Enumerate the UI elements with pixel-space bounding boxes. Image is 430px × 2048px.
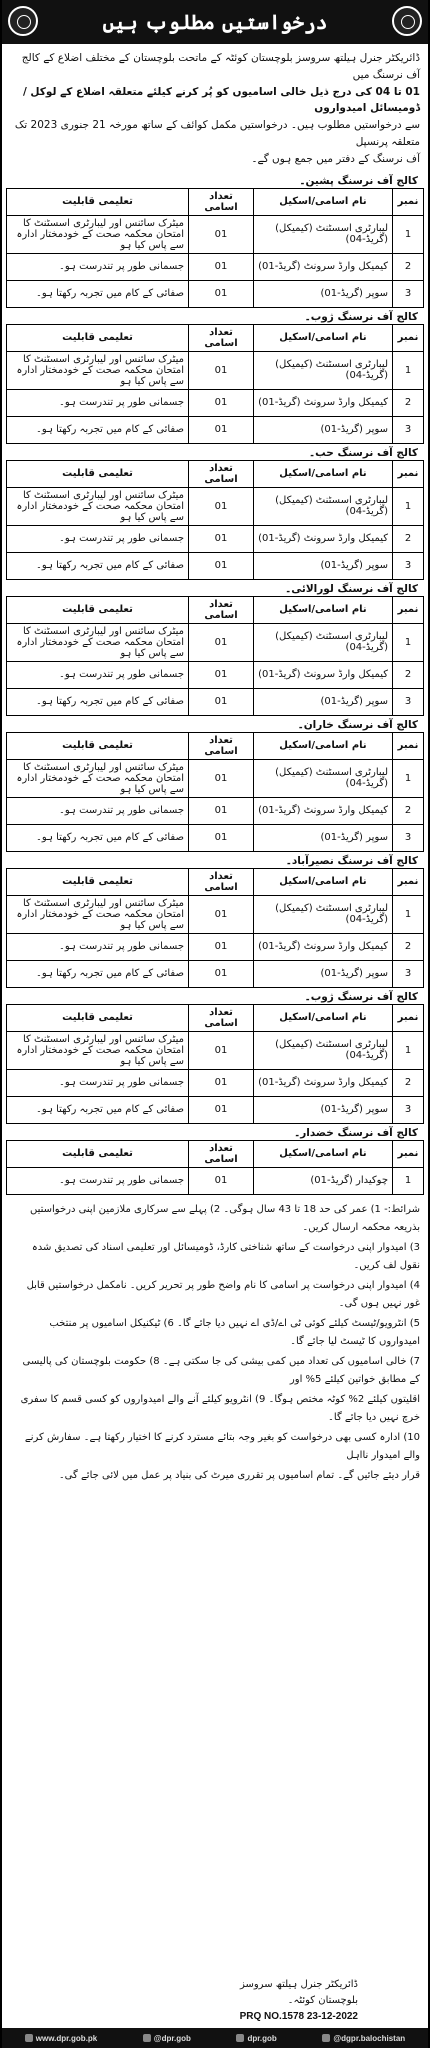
- cell-count: 01: [189, 623, 254, 661]
- cell-post: سوپر (گریڈ-01): [254, 1096, 393, 1123]
- cell-count: 01: [189, 351, 254, 389]
- terms-line: اقلیتوں کیلئے 2% کوٹہ مختص ہوگا۔ 9) انٹرویو کیلئے آنے والے امیدواروں کو کسی قسم کا سفری خرچ نہیں دیا جائے گا۔: [20, 1393, 420, 1424]
- table-row: [7, 1031, 424, 1069]
- header-post: نام اسامی/اسکیل: [254, 596, 393, 623]
- cell-post: سوپر (گریڈ-01): [254, 552, 393, 579]
- cell-post: لیبارٹری اسسٹنٹ (کیمیکل) (گریڈ-04): [254, 1031, 393, 1069]
- header-qual: تعلیمی قابلیت: [7, 1140, 189, 1167]
- cell-no: 2: [393, 525, 424, 552]
- cell-qual: صفائی کے کام میں تجربہ رکھتا ہو۔: [7, 416, 189, 443]
- cell-post: کیمیکل وارڈ سرونٹ (گریڈ-01): [254, 389, 393, 416]
- table-row: [7, 623, 424, 661]
- signature-location: بلوچستان کوئٹہ۔: [287, 1995, 358, 2006]
- cell-post: کیمیکل وارڈ سرونٹ (گریڈ-01): [254, 525, 393, 552]
- college-section: [2, 172, 428, 308]
- table-row: [7, 351, 424, 389]
- table-row: [7, 933, 424, 960]
- footer: [2, 1977, 428, 2048]
- table-row: [7, 1069, 424, 1096]
- cell-qual: صفائی کے کام میں تجربہ رکھتا ہو۔: [7, 824, 189, 851]
- terms-line: 5) انٹرویو/ٹیسٹ کیلئے کوئی ٹی اے/ڈی اے نہیں دیا جائے گا۔ 6) ٹیکنیکل اسامیوں پر منتخب امیدواروں کا ٹیسٹ لیا جائے گا۔: [49, 1317, 420, 1348]
- header-qual: تعلیمی قابلیت: [7, 732, 189, 759]
- cell-post: سوپر (گریڈ-01): [254, 688, 393, 715]
- cell-qual: جسمانی طور پر تندرست ہو۔: [7, 661, 189, 688]
- posts-table: [6, 1004, 424, 1124]
- cell-post: کیمیکل وارڈ سرونٹ (گریڈ-01): [254, 661, 393, 688]
- header-qual: تعلیمی قابلیت: [7, 1004, 189, 1031]
- cell-no: 3: [393, 960, 424, 987]
- posts-table: [6, 732, 424, 852]
- cell-post: لیبارٹری اسسٹنٹ (کیمیکل) (گریڈ-04): [254, 623, 393, 661]
- table-row: [7, 960, 424, 987]
- table-row: [7, 215, 424, 253]
- posts-table: [6, 596, 424, 716]
- college-section: [2, 444, 428, 580]
- cell-post: لیبارٹری اسسٹنٹ (کیمیکل) (گریڈ-04): [254, 895, 393, 933]
- cell-qual: میٹرک سائنس اور لیبارٹری اسسٹنٹ کا امتحان محکمہ صحت کے خودمختار ادارہ سے پاس کیا ہو: [7, 759, 189, 797]
- college-name: کالج آف نرسنگ پشین۔: [299, 174, 418, 187]
- header-no: نمبر: [393, 868, 424, 895]
- cell-qual: جسمانی طور پر تندرست ہو۔: [7, 1167, 189, 1194]
- social-handle-link[interactable]: [322, 2034, 405, 2043]
- cell-no: 1: [393, 487, 424, 525]
- table-header-row: [7, 460, 424, 487]
- cell-post: سوپر (گریڈ-01): [254, 416, 393, 443]
- cell-post: سوپر (گریڈ-01): [254, 280, 393, 307]
- cell-count: 01: [189, 389, 254, 416]
- table-row: [7, 253, 424, 280]
- cell-no: 3: [393, 824, 424, 851]
- cell-count: 01: [189, 215, 254, 253]
- cell-qual: صفائی کے کام میں تجربہ رکھتا ہو۔: [7, 960, 189, 987]
- cell-qual: میٹرک سائنس اور لیبارٹری اسسٹنٹ کا امتحان محکمہ صحت کے خودمختار ادارہ سے پاس کیا ہو: [7, 215, 189, 253]
- table-row: [7, 389, 424, 416]
- cell-count: 01: [189, 661, 254, 688]
- table-header-row: [7, 1140, 424, 1167]
- facebook-text: dpr.gob: [247, 2033, 277, 2043]
- college-name: کالج آف نرسنگ خضدار۔: [294, 1126, 418, 1139]
- intro-line: آف نرسنگ کے دفتر میں جمع ہوں گے۔: [251, 152, 420, 165]
- terms-section: [2, 1195, 428, 1493]
- cell-no: 3: [393, 552, 424, 579]
- cell-post: لیبارٹری اسسٹنٹ (کیمیکل) (گریڈ-04): [254, 351, 393, 389]
- page-title: درخواستیں مطلوب ہیں: [102, 10, 328, 34]
- cell-count: 01: [189, 688, 254, 715]
- header-post: نام اسامی/اسکیل: [254, 188, 393, 215]
- cell-no: 2: [393, 797, 424, 824]
- table-row: [7, 824, 424, 851]
- college-name: کالج آف نرسنگ ژوب۔: [304, 310, 418, 323]
- table-row: [7, 688, 424, 715]
- signature-block: [2, 1977, 428, 2009]
- cell-qual: میٹرک سائنس اور لیبارٹری اسسٹنٹ کا امتحان محکمہ صحت کے خودمختار ادارہ سے پاس کیا ہو: [7, 1031, 189, 1069]
- table-row: [7, 525, 424, 552]
- cell-count: 01: [189, 487, 254, 525]
- government-emblem-icon: [8, 6, 38, 36]
- header-qual: تعلیمی قابلیت: [7, 324, 189, 351]
- table-header-row: [7, 596, 424, 623]
- cell-qual: جسمانی طور پر تندرست ہو۔: [7, 253, 189, 280]
- cell-no: 2: [393, 661, 424, 688]
- table-row: [7, 552, 424, 579]
- cell-no: 1: [393, 215, 424, 253]
- handle-text: @dgpr.balochistan: [333, 2033, 406, 2043]
- header-qual: تعلیمی قابلیت: [7, 460, 189, 487]
- posts-table: [6, 868, 424, 988]
- header-no: نمبر: [393, 1140, 424, 1167]
- header-no: نمبر: [393, 324, 424, 351]
- balochistan-logo-icon: [392, 6, 422, 36]
- cell-count: 01: [189, 253, 254, 280]
- table-row: [7, 759, 424, 797]
- table-row: [7, 797, 424, 824]
- cell-no: 2: [393, 389, 424, 416]
- cell-post: سوپر (گریڈ-01): [254, 960, 393, 987]
- posts-table: [6, 324, 424, 444]
- cell-no: 3: [393, 416, 424, 443]
- prq-number: PRQ NO.1578 23-12-2022: [239, 2011, 358, 2022]
- cell-no: 1: [393, 759, 424, 797]
- terms-line: 7) خالی اسامیوں کی تعداد میں کمی بیشی کی جا سکتی ہے۔ 8) حکومت بلوچستان کی پالیسی کے مطابق خواتین کیلئے 5% اور: [22, 1355, 420, 1386]
- cell-count: 01: [189, 416, 254, 443]
- cell-qual: صفائی کے کام میں تجربہ رکھتا ہو۔: [7, 280, 189, 307]
- header-qual: تعلیمی قابلیت: [7, 188, 189, 215]
- header-post: نام اسامی/اسکیل: [254, 1004, 393, 1031]
- terms-line: شرائط:- 1) عمر کی حد 18 تا 43 سال ہوگی۔ 2) پہلے سے سرکاری ملازمین اپنی درخواستیں بذریعہ محکمہ ارسال کریں۔: [29, 1203, 420, 1234]
- cell-no: 2: [393, 933, 424, 960]
- cell-count: 01: [189, 824, 254, 851]
- cell-post: لیبارٹری اسسٹنٹ (کیمیکل) (گریڈ-04): [254, 215, 393, 253]
- cell-count: 01: [189, 1031, 254, 1069]
- terms-line: 3) امیدوار اپنی درخواست کے ساتھ شناختی کارڈ، ڈومیسائل اور تعلیمی اسناد کی تصدیق شدہ نقول لف کریں۔: [31, 1241, 420, 1272]
- website-text: www.dpr.gob.pk: [35, 2033, 98, 2043]
- header-no: نمبر: [393, 188, 424, 215]
- cell-no: 1: [393, 351, 424, 389]
- terms-line: 4) امیدوار اپنی درخواست پر اسامی کا نام واضح طور پر تحریر کریں۔ نامکمل درخواستیں قابل غور نہیں ہوں گی۔: [26, 1279, 420, 1310]
- college-section: [2, 988, 428, 1124]
- cell-post: کیمیکل وارڈ سرونٹ (گریڈ-01): [254, 1069, 393, 1096]
- college-name: کالج آف نرسنگ حب۔: [309, 446, 418, 459]
- cell-no: 2: [393, 253, 424, 280]
- cell-qual: میٹرک سائنس اور لیبارٹری اسسٹنٹ کا امتحان محکمہ صحت کے خودمختار ادارہ سے پاس کیا ہو: [7, 895, 189, 933]
- header-count: تعداد اسامی: [189, 1140, 254, 1167]
- college-name: کالج آف نرسنگ لورالائی۔: [285, 582, 418, 595]
- header-post: نام اسامی/اسکیل: [254, 324, 393, 351]
- cell-count: 01: [189, 933, 254, 960]
- cell-qual: میٹرک سائنس اور لیبارٹری اسسٹنٹ کا امتحان محکمہ صحت کے خودمختار ادارہ سے پاس کیا ہو: [7, 487, 189, 525]
- cell-no: 1: [393, 1031, 424, 1069]
- cell-qual: جسمانی طور پر تندرست ہو۔: [7, 797, 189, 824]
- college-name: کالج آف نرسنگ ژوب۔: [304, 990, 418, 1003]
- header-qual: تعلیمی قابلیت: [7, 596, 189, 623]
- posts-table: [6, 1140, 424, 1195]
- header-count: تعداد اسامی: [189, 596, 254, 623]
- header-no: نمبر: [393, 1004, 424, 1031]
- globe-icon: [25, 2034, 33, 2042]
- cell-no: 1: [393, 623, 424, 661]
- cell-no: 1: [393, 895, 424, 933]
- cell-count: 01: [189, 525, 254, 552]
- cell-post: چوکیدار (گریڈ-01): [254, 1167, 393, 1194]
- cell-count: 01: [189, 552, 254, 579]
- facebook-icon: [236, 2034, 244, 2042]
- table-header-row: [7, 868, 424, 895]
- cell-count: 01: [189, 280, 254, 307]
- cell-qual: صفائی کے کام میں تجربہ رکھتا ہو۔: [7, 1096, 189, 1123]
- table-header-row: [7, 732, 424, 759]
- college-sections: [2, 172, 428, 1195]
- header-count: تعداد اسامی: [189, 868, 254, 895]
- terms-line: قرار دیئے جائیں گے۔ تمام اسامیوں پر تقرری میرٹ کی بنیاد پر عمل میں لائی جائے گی۔: [58, 1469, 420, 1481]
- header-post: نام اسامی/اسکیل: [254, 868, 393, 895]
- college-section: [2, 852, 428, 988]
- cell-qual: جسمانی طور پر تندرست ہو۔: [7, 1069, 189, 1096]
- table-row: [7, 280, 424, 307]
- table-row: [7, 661, 424, 688]
- table-header-row: [7, 1004, 424, 1031]
- cell-post: کیمیکل وارڈ سرونٹ (گریڈ-01): [254, 253, 393, 280]
- college-name: کالج آف نرسنگ خاران۔: [297, 718, 418, 731]
- table-header-row: [7, 324, 424, 351]
- cell-qual: جسمانی طور پر تندرست ہو۔: [7, 525, 189, 552]
- posts-table: [6, 188, 424, 308]
- header-count: تعداد اسامی: [189, 732, 254, 759]
- website-link[interactable]: [25, 2034, 97, 2043]
- table-row: [7, 487, 424, 525]
- social-bar: [2, 2028, 428, 2048]
- cell-post: کیمیکل وارڈ سرونٹ (گریڈ-01): [254, 797, 393, 824]
- table-row: [7, 895, 424, 933]
- header-post: نام اسامی/اسکیل: [254, 732, 393, 759]
- cell-no: 2: [393, 1069, 424, 1096]
- cell-count: 01: [189, 759, 254, 797]
- cell-qual: میٹرک سائنس اور لیبارٹری اسسٹنٹ کا امتحان محکمہ صحت کے خودمختار ادارہ سے پاس کیا ہو: [7, 351, 189, 389]
- posts-table: [6, 460, 424, 580]
- table-row: [7, 1167, 424, 1194]
- college-name: کالج آف نرسنگ نصیرآباد۔: [285, 854, 418, 867]
- header-count: تعداد اسامی: [189, 188, 254, 215]
- cell-post: لیبارٹری اسسٹنٹ (کیمیکل) (گریڈ-04): [254, 487, 393, 525]
- college-section: [2, 716, 428, 852]
- intro-line: سے درخواستیں مطلوب ہیں۔ درخواستیں مکمل کوائف کے ساتھ مورخہ 21 جنوری 2023 تک متعلقہ پرنسپل: [14, 119, 420, 148]
- cell-no: 3: [393, 1096, 424, 1123]
- cell-qual: میٹرک سائنس اور لیبارٹری اسسٹنٹ کا امتحان محکمہ صحت کے خودمختار ادارہ سے پاس کیا ہو: [7, 623, 189, 661]
- twitter-icon: [143, 2034, 151, 2042]
- header-no: نمبر: [393, 732, 424, 759]
- intro-line: 01 تا 04 کی درج ذیل خالی اسامیوں کو پُر کرنے کیلئے متعلقہ اضلاع کے لوکل / ڈومیسائل امیدواروں: [22, 85, 420, 115]
- cell-count: 01: [189, 1167, 254, 1194]
- header-bar: [2, 0, 428, 44]
- cell-post: سوپر (گریڈ-01): [254, 824, 393, 851]
- cell-qual: صفائی کے کام میں تجربہ رکھتا ہو۔: [7, 688, 189, 715]
- header-post: نام اسامی/اسکیل: [254, 460, 393, 487]
- twitter-link[interactable]: [143, 2034, 191, 2043]
- cell-post: لیبارٹری اسسٹنٹ (کیمیکل) (گریڈ-04): [254, 759, 393, 797]
- table-header-row: [7, 188, 424, 215]
- header-qual: تعلیمی قابلیت: [7, 868, 189, 895]
- college-section: [2, 1124, 428, 1195]
- cell-post: کیمیکل وارڈ سرونٹ (گریڈ-01): [254, 933, 393, 960]
- twitter-text: @dpr.gob: [153, 2033, 191, 2043]
- cell-qual: جسمانی طور پر تندرست ہو۔: [7, 389, 189, 416]
- cell-count: 01: [189, 895, 254, 933]
- table-row: [7, 1096, 424, 1123]
- cell-count: 01: [189, 960, 254, 987]
- college-section: [2, 308, 428, 444]
- header-no: نمبر: [393, 460, 424, 487]
- intro-line: ڈائریکٹر جنرل ہیلتھ سروسز بلوچستان کوئٹہ کے ماتحت بلوچستان کے مختلف اضلاع کے کالج آف نرسنگ میں: [21, 52, 420, 81]
- instagram-icon: [322, 2034, 330, 2042]
- cell-no: 1: [393, 1167, 424, 1194]
- cell-no: 3: [393, 688, 424, 715]
- college-section: [2, 580, 428, 716]
- header-count: تعداد اسامی: [189, 460, 254, 487]
- cell-count: 01: [189, 1069, 254, 1096]
- cell-count: 01: [189, 1096, 254, 1123]
- cell-qual: جسمانی طور پر تندرست ہو۔: [7, 933, 189, 960]
- signature-title: ڈائریکٹر جنرل ہیلتھ سروسز: [239, 1979, 358, 1990]
- header-post: نام اسامی/اسکیل: [254, 1140, 393, 1167]
- table-row: [7, 416, 424, 443]
- cell-count: 01: [189, 797, 254, 824]
- intro-text: [2, 44, 428, 172]
- facebook-link[interactable]: [236, 2034, 276, 2043]
- cell-qual: صفائی کے کام میں تجربہ رکھتا ہو۔: [7, 552, 189, 579]
- cell-no: 3: [393, 280, 424, 307]
- header-no: نمبر: [393, 596, 424, 623]
- header-count: تعداد اسامی: [189, 1004, 254, 1031]
- header-count: تعداد اسامی: [189, 324, 254, 351]
- terms-line: 10) ادارہ کسی بھی درخواست کو بغیر وجہ بتائے مسترد کرنے کا اختیار رکھتا ہے۔ سفارش کرنے والے امیدوار نااہل: [24, 1431, 420, 1462]
